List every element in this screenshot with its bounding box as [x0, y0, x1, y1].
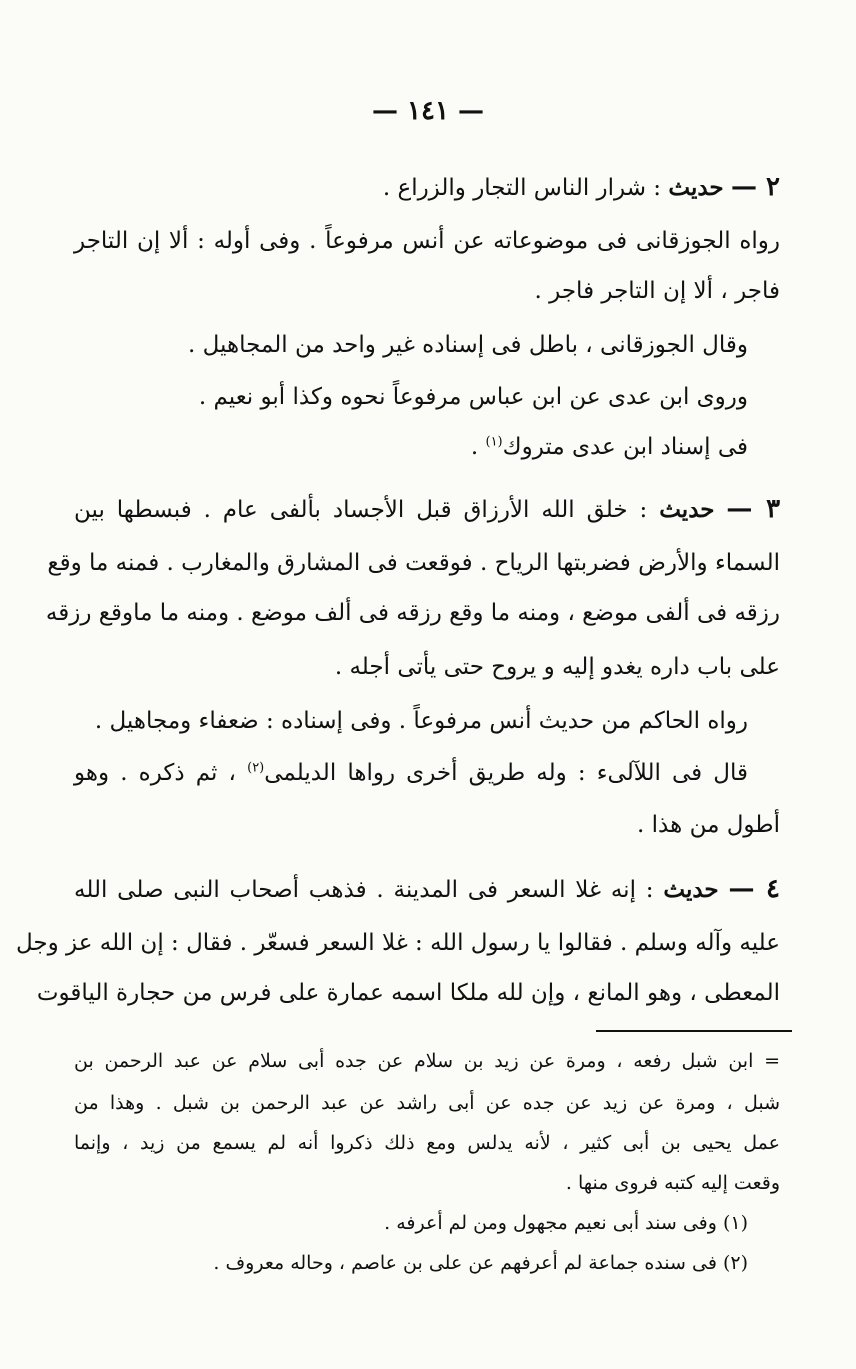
- body-line: المعطى ، وهو المانع ، وإن لله ملكا اسمه عمارة على فرس من حجارة الياقوت: [36, 980, 780, 1006]
- body-line: [74, 756, 748, 790]
- line-text: فى إسناد ابن عدى متروك: [502, 434, 748, 460]
- body-line: عليه وآله وسلم . فقالوا يا رسول الله : غلا السعر فسعّر . فقال : إن الله عز وجل: [16, 930, 780, 956]
- body-line: على باب داره يغدو إليه و يروح حتى يأتى أجله .: [334, 654, 780, 680]
- body-line: رواه الجوزقانى فى موضوعاته عن أنس مرفوعاً . وفى أوله : ألا إن التاجر: [74, 228, 780, 254]
- footnote-separator: [596, 1030, 792, 1032]
- hadith-text: : خلق الله الأرزاق قبل الأجساد بألفى عام . فبسطها بين: [74, 497, 648, 523]
- body-line: وروى ابن عدى عن ابن عباس مرفوعاً نحوه وكذا أبو نعيم .: [198, 384, 748, 410]
- body-line: وقال الجوزقانى ، باطل فى إسناده غير واحد من المجاهيل .: [188, 332, 748, 358]
- footnote-line: شبل ، ومرة عن زيد عن جده عن أبى راشد عن عبد الرحمن بن شبل . وهذا من: [74, 1092, 780, 1114]
- body-line: فاجر ، ألا إن التاجر فاجر .: [534, 278, 780, 304]
- page-number: — ١٤١ —: [371, 96, 485, 126]
- footnote-2: (٢) فى سنده جماعة لم أعرفهم عن على بن عاصم ، وحاله معروف .: [213, 1252, 748, 1274]
- body-line: [42, 430, 748, 464]
- line-tail: ، ثم ذكره . وهو: [74, 760, 248, 786]
- hadith-label: حديث: [659, 496, 715, 523]
- footnote-line: عمل يحيى بن أبى كثير ، لأنه يدلس ومع ذلك ذكروا أنه لم يسمع من زيد ، وإنما: [74, 1132, 780, 1154]
- footnote-ref-2: (٢): [247, 760, 265, 776]
- footnote-ref-1: (١): [485, 434, 503, 450]
- body-line: رزقه فى ألفى موضع ، ومنه ما وقع رزقه فى ألف موضع . ومنه ما ماوقع رزقه: [45, 600, 780, 626]
- hadith-number: ٣ —: [726, 494, 781, 524]
- hadith-label: حديث: [663, 876, 719, 903]
- line-text: قال فى اللآلىء : وله طريق أخرى رواها الديلمى: [264, 760, 748, 786]
- footnote-line: وقعت إليه كتبه فروى منها .: [565, 1172, 780, 1194]
- hadith-number: ٤ —: [728, 874, 781, 904]
- hadith-number: ٢ —: [730, 172, 780, 202]
- hadith-text: : إنه غلا السعر فى المدينة . فذهب أصحاب النبى صلى الله: [74, 877, 654, 903]
- line-tail: .: [470, 434, 486, 460]
- hadith-2-heading: [74, 170, 780, 205]
- hadith-4-heading: [74, 872, 780, 907]
- body-line: أطول من هذا .: [637, 812, 780, 838]
- hadith-3-heading: [74, 492, 780, 527]
- hadith-label: حديث: [668, 174, 724, 201]
- body-line: السماء والأرض فضربتها الرياح . فوقعت فى المشارق والمغارب . فمنه ما وقع: [47, 550, 780, 576]
- footnote-1: (١) وفى سند أبى نعيم مجهول ومن لم أعرفه .: [384, 1212, 748, 1234]
- footnote-line: = ابن شبل رفعه ، ومرة عن زيد بن سلام عن جده أبى سلام عن عبد الرحمن بن: [74, 1050, 780, 1072]
- body-line: رواه الحاكم من حديث أنس مرفوعاً . وفى إسناده : ضعفاء ومجاهيل .: [94, 708, 748, 734]
- hadith-text: : شرار الناس التجار والزراع .: [382, 175, 662, 201]
